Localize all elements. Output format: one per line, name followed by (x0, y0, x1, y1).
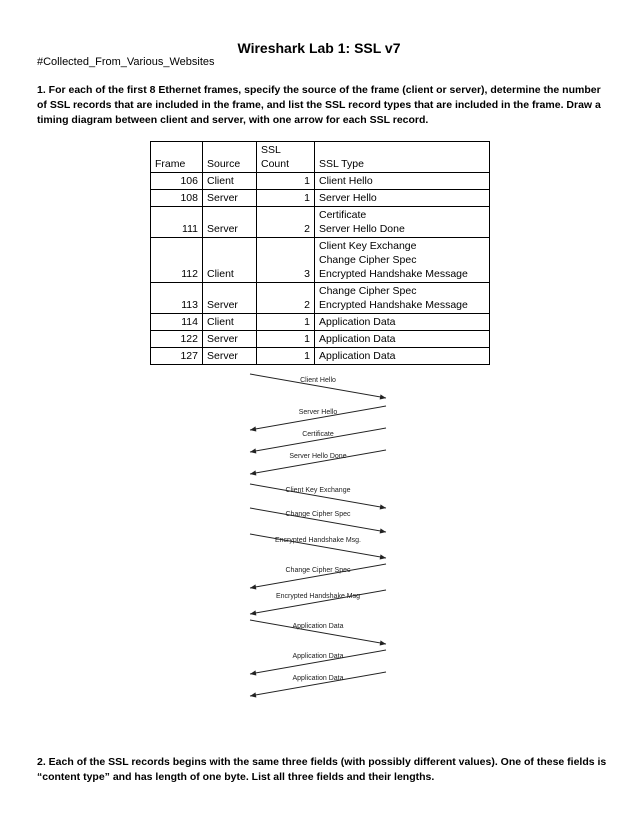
cell-source: Client (203, 173, 257, 190)
timing-arrow (250, 374, 386, 400)
timing-arrow (250, 508, 386, 534)
cell-frame: 108 (151, 190, 203, 207)
table-row (151, 283, 490, 314)
cell-frame: 112 (151, 238, 203, 283)
cell-source: Client (203, 314, 257, 331)
arrow-label: Client Key Exchange (285, 487, 351, 494)
arrow-head (250, 584, 256, 589)
ssl-type-entry: Server Hello (319, 192, 377, 204)
ssl-type-entry: Server Hello Done (319, 223, 405, 235)
cell-ssl-type (315, 207, 490, 238)
cell-frame: 113 (151, 283, 203, 314)
timing-arrow (250, 590, 386, 616)
arrow-head (380, 554, 386, 559)
table-row (151, 331, 490, 348)
header-source: Source (203, 142, 257, 173)
cell-ssl-type (315, 314, 490, 331)
arrow-label: Application Data (292, 675, 344, 682)
arrow-head (250, 610, 256, 615)
cell-frame: 111 (151, 207, 203, 238)
table-body (151, 173, 490, 365)
cell-source: Server (203, 190, 257, 207)
cell-ssl-count: 1 (257, 173, 315, 190)
timing-arrow (250, 484, 386, 510)
table-row (151, 207, 490, 238)
cell-frame: 106 (151, 173, 203, 190)
cell-ssl-type (315, 173, 490, 190)
timing-arrow (250, 428, 386, 454)
ssl-type-entry: Application Data (319, 316, 396, 328)
arrow-label: Encrypted Handshake Msg. (275, 537, 361, 544)
header-ssl-count: SSL Count (257, 142, 315, 173)
cell-source: Client (203, 238, 257, 283)
table-row (151, 314, 490, 331)
timing-arrow (250, 650, 386, 676)
cell-source: Server (203, 283, 257, 314)
arrow-label: Change Cipher Spec (285, 511, 351, 518)
cell-ssl-type (315, 283, 490, 314)
arrow-label: Change Cipher Spec (285, 567, 351, 574)
cell-ssl-count: 1 (257, 314, 315, 331)
ssl-type-entry: Application Data (319, 333, 396, 345)
cell-ssl-count: 2 (257, 207, 315, 238)
arrow-label: Client Hello (300, 377, 336, 384)
arrow-head (250, 448, 256, 453)
timing-arrow (250, 406, 386, 432)
table-row (151, 173, 490, 190)
ssl-type-entry: Certificate (319, 209, 367, 221)
cell-frame: 114 (151, 314, 203, 331)
ssl-type-entry: Encrypted Handshake Message (319, 299, 468, 311)
cell-frame: 127 (151, 348, 203, 365)
arrow-label: Server Hello Done (289, 453, 347, 460)
timing-arrow (250, 534, 386, 560)
ssl-type-entry: Application Data (319, 350, 396, 362)
table-row (151, 238, 490, 283)
cell-ssl-type (315, 238, 490, 283)
cell-ssl-count: 3 (257, 238, 315, 283)
header-ssl-type: SSL Type (315, 142, 490, 173)
arrow-head (250, 692, 256, 697)
cell-ssl-type (315, 331, 490, 348)
ssl-type-entry: Encrypted Handshake Message (319, 268, 468, 280)
source-tag: #Collected_From_Various_Websites (37, 56, 215, 68)
cell-ssl-count: 1 (257, 190, 315, 207)
timing-arrow (250, 564, 386, 590)
ssl-type-entry: Change Cipher Spec (319, 285, 417, 297)
cell-source: Server (203, 331, 257, 348)
ssl-type-entry: Change Cipher Spec (319, 254, 417, 266)
header-frame: Frame (151, 142, 203, 173)
arrow-head (250, 470, 256, 475)
ssl-timing-diagram (240, 362, 400, 702)
cell-frame: 122 (151, 331, 203, 348)
cell-ssl-type (315, 190, 490, 207)
ssl-type-entry: Client Key Exchange (319, 240, 417, 252)
arrow-head (250, 426, 256, 431)
arrow-head (380, 504, 386, 509)
arrow-head (380, 528, 386, 533)
arrow-label: Certificate (302, 431, 334, 438)
arrow-label: Encrypted Handshake Msg (275, 593, 361, 600)
arrow-head (250, 670, 256, 675)
table-row (151, 190, 490, 207)
arrow-label: Server Hello (298, 409, 338, 416)
ssl-type-entry: Client Hello (319, 175, 373, 187)
arrow-head (380, 640, 386, 645)
cell-source: Server (203, 207, 257, 238)
arrow-label: Application Data (292, 623, 344, 630)
cell-ssl-count: 1 (257, 331, 315, 348)
cell-source: Server (203, 348, 257, 365)
question-1: 1. For each of the first 8 Ethernet frames, specify the source of the frame (client or server), determine the number of SSL records that are included in the frame, and list the SSL record types that are included in the frame. Draw a timing diagram between client and server, with one arrow for each SSL record. (37, 84, 601, 126)
cell-ssl-count: 2 (257, 283, 315, 314)
question-2: 2. Each of the SSL records begins with the same three fields (with possibly different values). One of these fields is “content type” and has length of one byte. List all three fields and their lengths. (37, 756, 607, 783)
timing-arrow (250, 672, 386, 698)
cell-ssl-count: 1 (257, 348, 315, 365)
arrow-label: Application Data (292, 653, 344, 660)
ssl-frames-table (150, 141, 490, 365)
document-title: Wireshark Lab 1: SSL v7 (237, 40, 401, 56)
table-header-row (151, 142, 490, 173)
timing-arrow (250, 620, 386, 646)
timing-arrow (250, 450, 386, 476)
arrow-head (380, 394, 386, 399)
